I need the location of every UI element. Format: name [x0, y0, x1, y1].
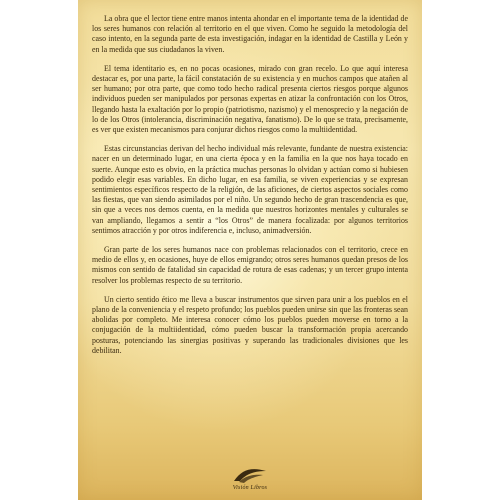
- synopsis-text: [92, 14, 408, 365]
- paragraph-5: Un cierto sentido ético me lleva a buscar instrumentos que sirven para unir a los pueblos en el plano de la conveniencia y el respeto profundo; los pueblos pueden unirse sin que las fronteras sean abolidas por completo. Me interesa conocer cómo los pueblos pueden moverse en torno a la conjugación de la multiidentidad, cómo pueden buscar la transformación propia acercando posturas, potenciando las sinergias positivas y superando las tradicionales divisiones que les debilitan.: [92, 294, 408, 355]
- publisher-swoosh-icon: [230, 467, 270, 485]
- paragraph-3: Estas circunstancias derivan del hecho individual más relevante, fundante de nuestra existencia: nacer en un determinado lugar, en una cierta época y en la familia en la que nos haya tocado en suerte. Aunque esto es obvio, en la práctica muchas personas lo olvidan y actúan como si hubiesen podido elegir esas variables. En dicho lugar, en esa familia, se viven experiencias y se expresan sentimientos específicos respecto de la religión, de las aficiones, de ciertos aspectos sociales como las fiestas, que van siendo asimilados por el niño. Un segundo hecho de gran trascendencia es que, sin que a veces nos demos cuenta, en la medida que nuestros horizontes mentales y culturales se van ampliando, llegamos a sentir a “los Otros” de manera focalizada: por algunos territorios sentimos atracción y por otros indiferencia e, incluso, animadversión.: [92, 144, 408, 235]
- paragraph-4: Gran parte de los seres humanos nace con problemas relacionados con el territorio, crece en medio de ellos y, en ocasiones, huye de ellos emigrando; otros seres humanos quedan presos de los mismos con sentido de fatalidad sin capacidad de rotura de esas cadenas; y un tercer grupo intenta resolver los problemas respecto de su territorio.: [92, 245, 408, 285]
- paragraph-1: La obra que el lector tiene entre manos intenta ahondar en el importante tema de la identidad de los seres humanos con relación al territorio en el que viven. Como he seguido la metodología del caso intento, en la segunda parte de esta investigación, indagar en la identidad de Castilla y León y en la medida que sus ciudadanos la viven.: [92, 14, 408, 54]
- back-cover: [78, 0, 422, 500]
- publisher-name: Visión Libros: [232, 485, 268, 491]
- paragraph-2: El tema identitario es, en no pocas ocasiones, mirado con gran recelo. Lo que aquí interesa destacar es, por una parte, la fácil constatación de su existencia y en muchos campos que atañen al ser humano; por otra parte, que como todo hecho radical presenta ciertos riesgos porque algunos individuos pueden ser manipulados por personas expertas en atizar la confrontación con los Otros, llegando hasta la exaltación por lo propio (patriotismo, nazismo) y el menosprecio y la negación de lo de los Otros (intolerancia, discriminación negativa, fanatismo). De lo que se trata, precisamente, es ver que existen mecanismos para conjurar dichos riesgos como la multiidentidad.: [92, 63, 408, 135]
- publisher-logo: [78, 458, 422, 492]
